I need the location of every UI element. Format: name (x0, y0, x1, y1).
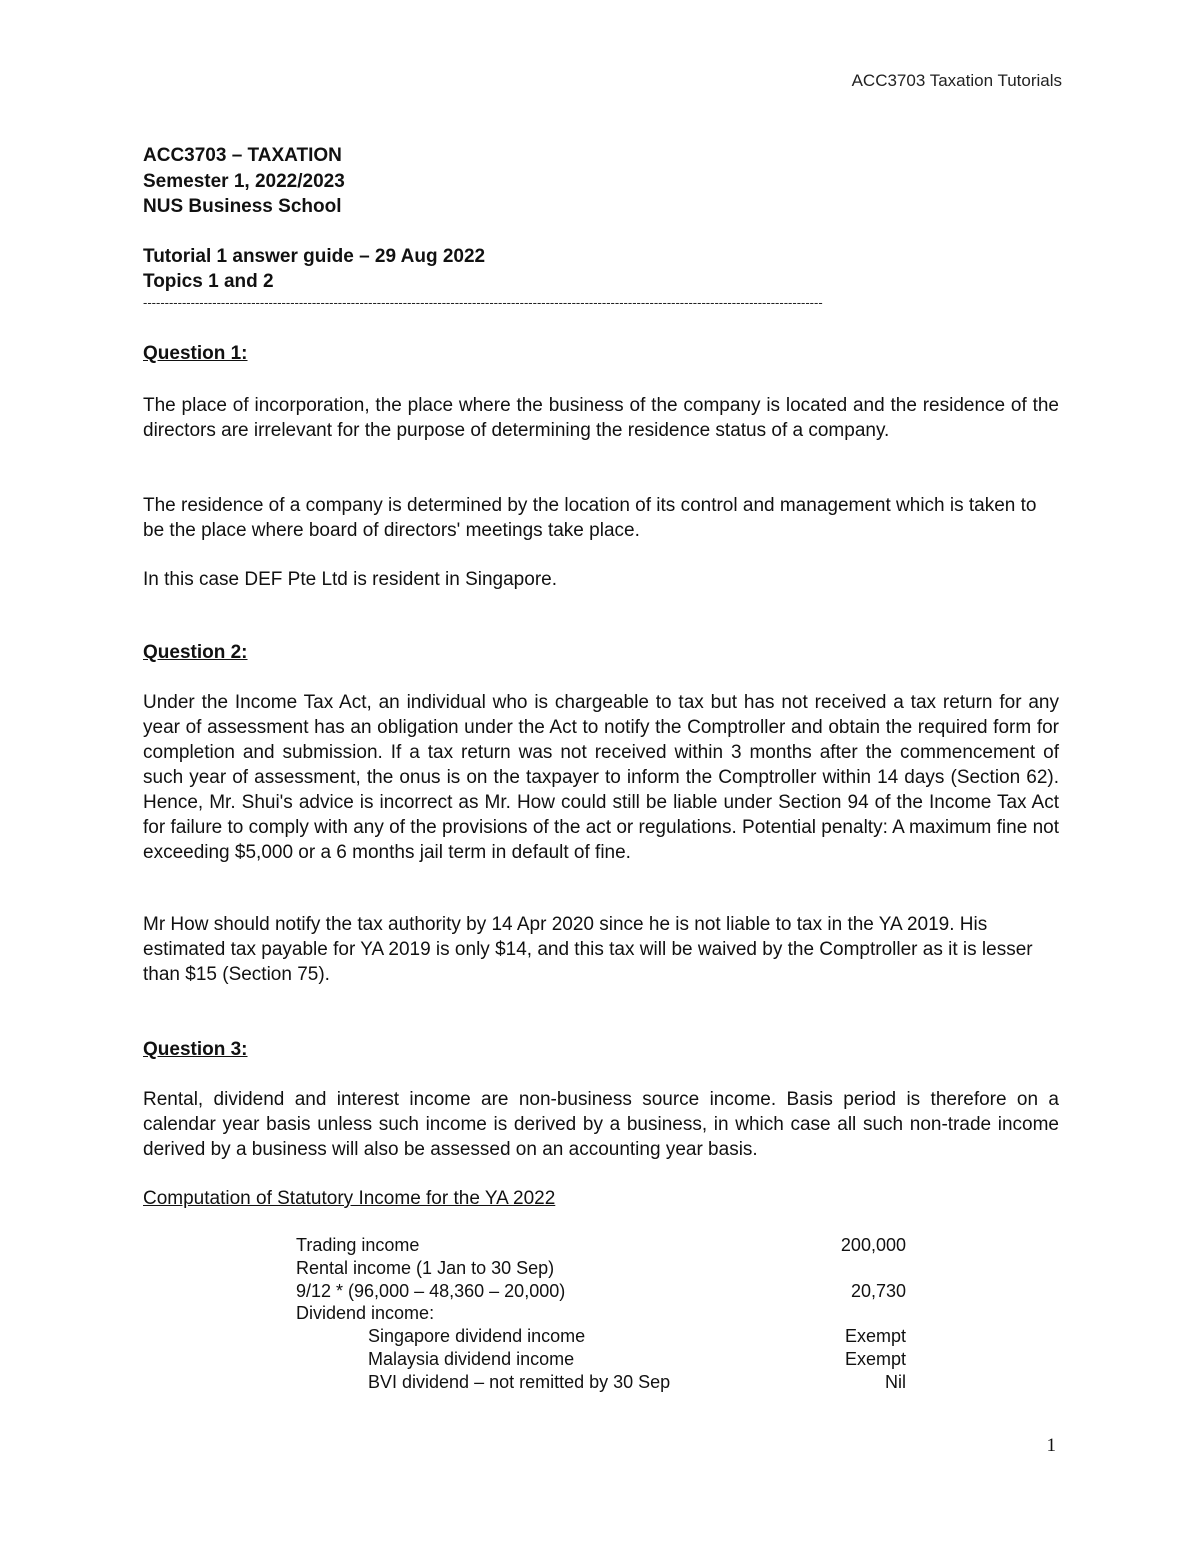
course-title: ACC3703 – TAXATION (143, 145, 342, 166)
computation-table (296, 1234, 906, 1394)
row-label: Rental income (1 Jan to 30 Sep) (296, 1257, 555, 1278)
running-header: ACC3703 Taxation Tutorials (851, 71, 1062, 90)
row-label: 9/12 * (96,000 – 48,360 – 20,000) (296, 1280, 566, 1301)
row-value: Exempt (844, 1348, 906, 1369)
topics-line: Topics 1 and 2 (143, 271, 274, 292)
page-number: 1 (1046, 1435, 1056, 1456)
row-value: Exempt (844, 1326, 906, 1347)
row-label: Trading income (296, 1235, 420, 1255)
computation-row (296, 1325, 906, 1348)
row-value: 200,000 (840, 1235, 906, 1255)
question-1-paragraph-2: The residence of a company is determined by the location of its control and management which is taken to be the place where board of directors' meetings take place. (143, 495, 1037, 541)
computation-title: Computation of Statutory Income for the YA 2022 (143, 1188, 556, 1209)
semester-line: Semester 1, 2022/2023 (143, 170, 345, 192)
row-value: 20,730 (850, 1280, 906, 1301)
question-1-paragraph-3: In this case DEF Pte Ltd is resident in Singapore. (143, 569, 557, 590)
row-label: Dividend income: (296, 1303, 435, 1324)
question-2-paragraph-2: Mr How should notify the tax authority by 14 Apr 2020 since he is not liable to tax in the YA 2019. His estimated tax payable for YA 2019 is only $14, and this tax will be waived by the Comptroller as it is lesser than $15 (Section 75). (143, 914, 1033, 985)
computation-row (296, 1348, 906, 1371)
dashed-divider: ------------------------------------------------------------------------------------------------------------------------------------------------------------- (143, 295, 823, 310)
tutorial-line: Tutorial 1 answer guide – 29 Aug 2022 (143, 245, 486, 267)
question-1-heading: Question 1: (143, 343, 248, 364)
row-label: Singapore dividend income (368, 1326, 586, 1347)
computation-row (296, 1302, 906, 1325)
question-2-heading: Question 2: (143, 642, 248, 663)
row-label: Malaysia dividend income (368, 1348, 575, 1369)
computation-row (296, 1280, 906, 1303)
row-label: BVI dividend – not remitted by 30 Sep (368, 1371, 671, 1392)
row-value: Nil (885, 1371, 906, 1392)
question-3-paragraph-1: Rental, dividend and interest income are non-business source income. Basis period is therefore on a calendar year basis unless such income is derived by a business, in which case all such non-trade income derived by a business will also be assessed on an accounting year basis. (143, 1089, 1059, 1160)
computation-row (296, 1371, 906, 1394)
question-1-paragraph-1: The place of incorporation, the place where the business of the company is located and the residence of the directors are irrelevant for the purpose of determining the residence status of a company. (143, 395, 1059, 441)
question-2-paragraph-1: Under the Income Tax Act, an individual who is chargeable to tax but has not received a tax return for any year of assessment has an obligation under the Act to notify the Comptroller and obtain the required form for completion and submission. If a tax return was not received within 3 months after the commencement of such year of assessment, the onus is on the taxpayer to inform the Comptroller within 14 days (Section 62). Hence, Mr. Shui's advice is incorrect as Mr. How could still be liable under Section 94 of the Income Tax Act for failure to comply with any of the provisions of the act or regulations. Potential penalty: A maximum fine not exceeding $5,000 or a 6 months jail term in default of fine. (143, 692, 1059, 863)
title-block (143, 143, 485, 295)
computation-row (296, 1234, 906, 1257)
question-3-heading: Question 3: (143, 1039, 248, 1060)
computation-row (296, 1257, 906, 1280)
school-line: NUS Business School (143, 196, 342, 217)
